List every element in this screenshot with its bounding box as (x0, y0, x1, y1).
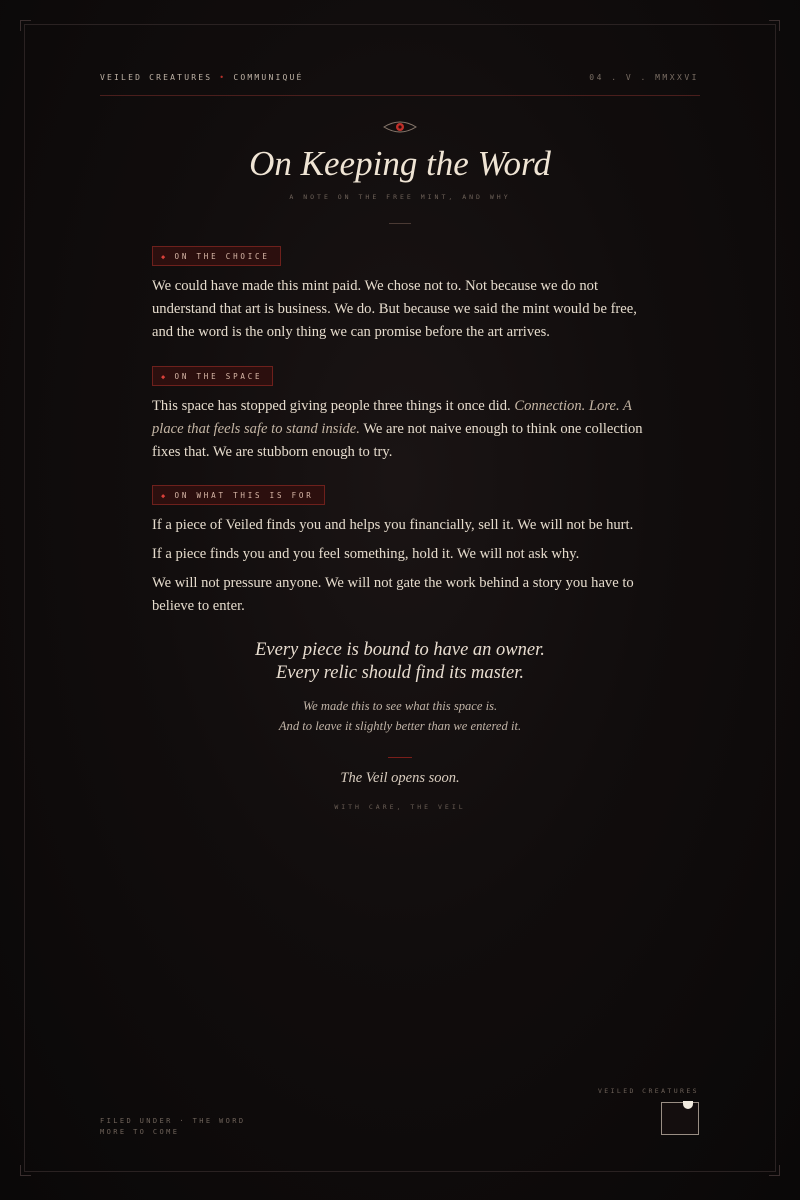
title-divider (389, 223, 411, 224)
section-tag-label: ON THE CHOICE (174, 252, 270, 261)
corner-ornament (769, 1165, 780, 1176)
header-divider (100, 95, 700, 96)
section-tag-purpose (152, 485, 325, 505)
closing-quote-line-1: Every piece is bound to have an owner. (255, 640, 545, 660)
corner-ornament (20, 1165, 31, 1176)
red-dot-icon: ◆ (161, 373, 166, 381)
moon-icon (683, 1101, 693, 1109)
red-dot-icon: ◆ (161, 253, 166, 261)
page-subtitle: A NOTE ON THE FREE MINT, AND WHY (289, 193, 511, 201)
page-title: On Keeping the Word (249, 144, 551, 183)
closing-divider (388, 757, 412, 758)
footer-emblem (661, 1102, 699, 1135)
header-date: 04 . V . MMXXVI (589, 73, 699, 82)
section-tag-label: ON WHAT THIS IS FOR (174, 491, 314, 500)
header-separator: • (219, 73, 227, 82)
space-paragraph (152, 395, 652, 464)
choice-paragraph: We could have made this mint paid. We chose not to. Not because we do not understand that art is business. We do. But because we said the mint would be free, and the word is the only thing we can promise before the art arrives. (152, 278, 637, 340)
section-tag-choice (152, 246, 281, 266)
header-brand (100, 73, 304, 82)
brand-name: VEILED CREATURES (100, 73, 213, 82)
corner-ornament (20, 20, 31, 31)
footer-more-to-come: MORE TO COME (100, 1128, 180, 1136)
footer-brand-label: VEILED CREATURES (597, 1087, 699, 1095)
purpose-paragraph-2: If a piece finds you and you feel something, hold it. We will not ask why. (152, 546, 580, 562)
purpose-paragraph-1: If a piece of Veiled finds you and helps you financially, sell it. We will not be hurt. (152, 517, 634, 533)
footer-filed-under: FILED UNDER · THE WORD (100, 1117, 246, 1125)
space-text-emphasis: Connection. Lore. A place that feels safe to stand inside. (152, 398, 632, 437)
closing-note-line-2: And to leave it slightly better than we entered it. (278, 719, 522, 733)
section-tag-space (152, 366, 273, 386)
eye-icon (383, 120, 417, 134)
space-text-start: This space has stopped giving people three things it once did. (152, 398, 511, 414)
purpose-paragraph-3: We will not pressure anyone. We will not gate the work behind a story you have to believe to enter. (152, 575, 634, 614)
footer-filing (100, 1116, 246, 1138)
red-dot-icon: ◆ (161, 492, 166, 500)
closing-quote-line-2: Every relic should find its master. (275, 663, 524, 683)
space-text-end: We are not naive enough to think one collection fixes that. We are stubborn enough to try. (152, 421, 643, 460)
section-tag-label: ON THE SPACE (174, 372, 263, 381)
communique-label: COMMUNIQUÉ (233, 73, 304, 82)
corner-ornament (769, 20, 780, 31)
signoff: WITH CARE, THE VEIL (334, 803, 466, 811)
veil-opens-line: The Veil opens soon. (340, 770, 460, 786)
closing-note-line-1: We made this to see what this space is. (302, 699, 498, 713)
